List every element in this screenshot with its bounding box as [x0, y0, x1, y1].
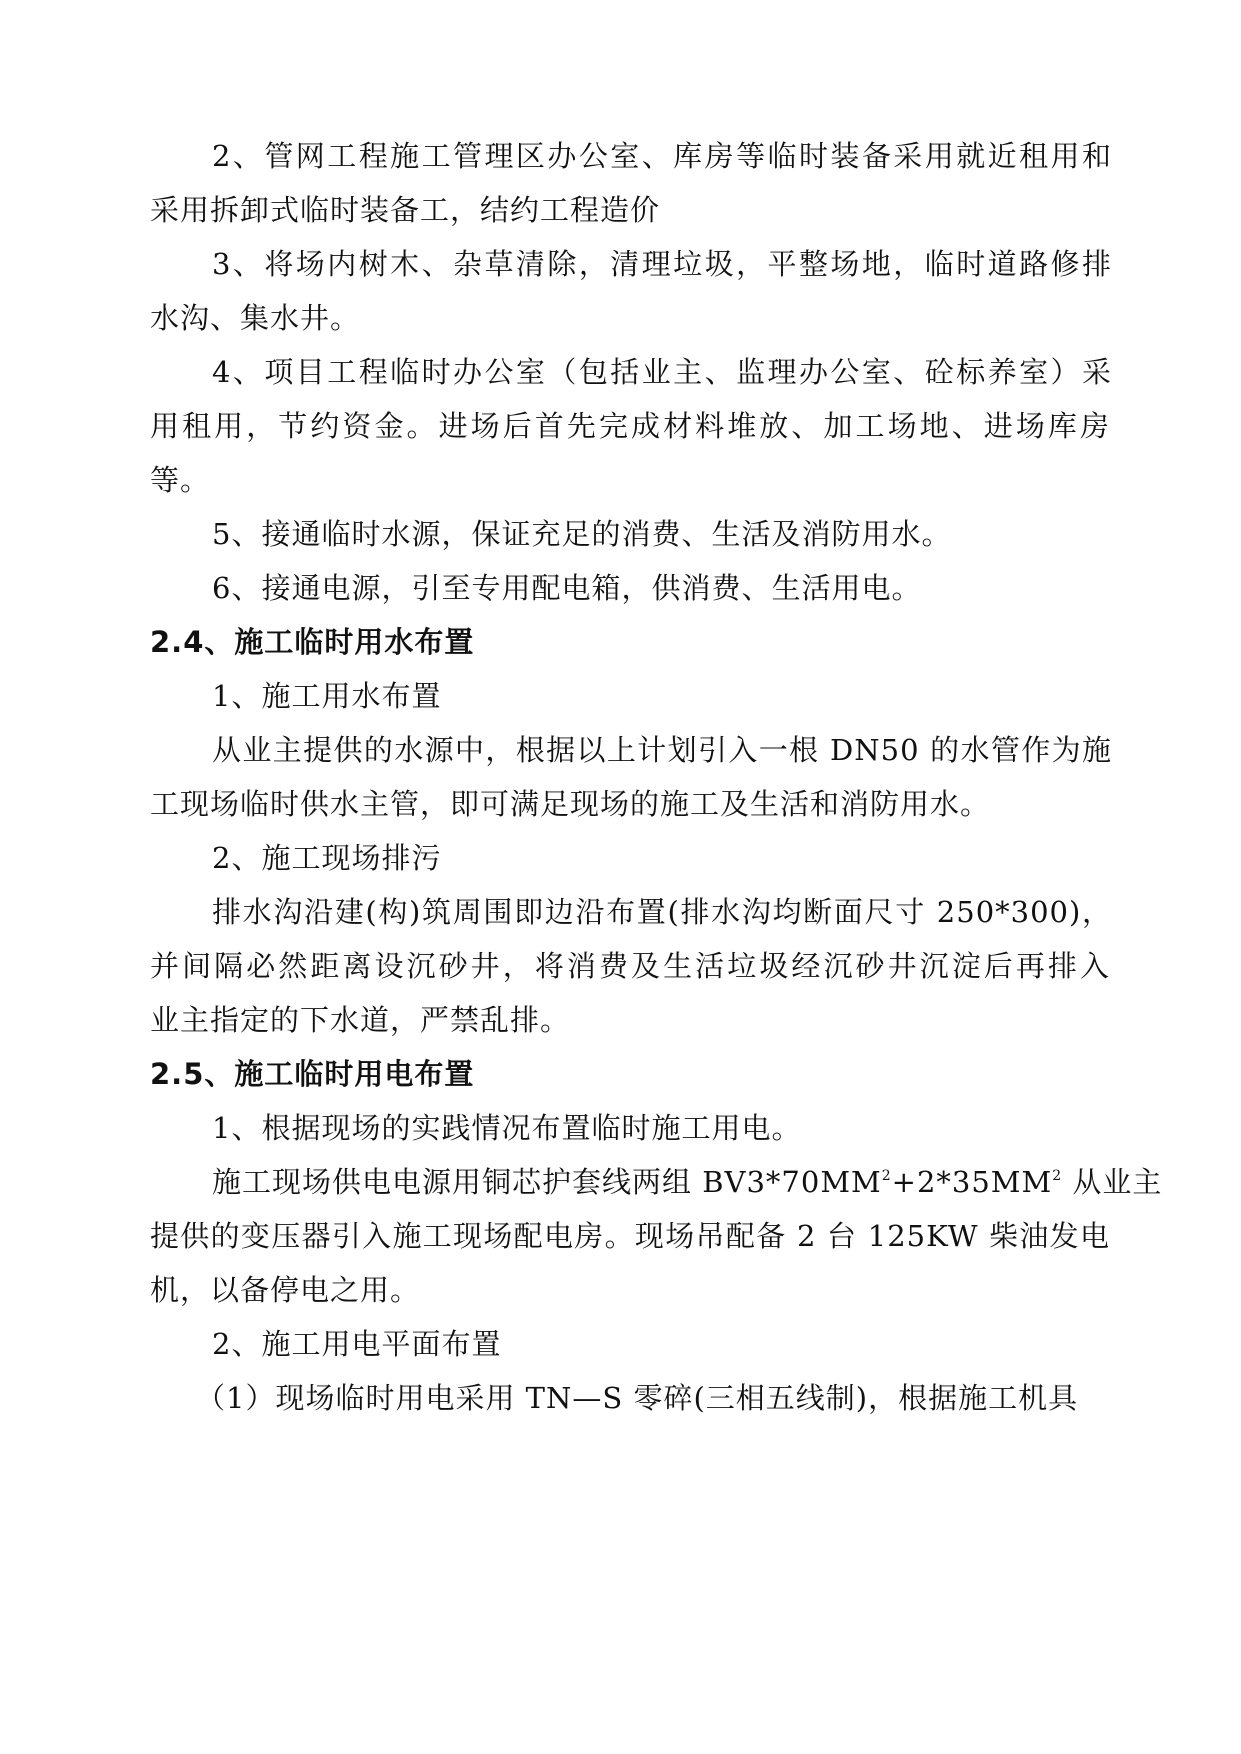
superscript: 2	[881, 1168, 892, 1184]
paragraph-line: 5、接通临时水源，保证充足的消费、生活及消防用水。	[212, 517, 952, 551]
paragraph-line-with-superscripts	[212, 1162, 1163, 1202]
paragraph-line: 1、施工用水布置	[212, 679, 442, 713]
superscript: 2	[1052, 1168, 1063, 1184]
paragraph-line: 工现场临时供水主管，即可满足现场的施工及生活和消防用水。	[150, 787, 991, 821]
text-run: +2*35MM	[891, 1165, 1053, 1199]
paragraph-line: 3、将场内树木、杂草清除，清理垃圾，平整场地，临时道路修排	[212, 247, 1112, 281]
paragraph-line: 排水沟沿建(构)筑周围即边沿布置(排水沟均断面尺寸 250*300)，	[212, 895, 1112, 929]
paragraph-line: 等。	[150, 463, 211, 497]
paragraph-line: 2、管网工程施工管理区办公室、库房等临时装备采用就近租用和	[212, 139, 1112, 173]
paragraph-line: 用租用，节约资金。进场后首先完成材料堆放、加工场地、进场库房	[150, 409, 1110, 443]
paragraph-line: 并间隔必然距离设沉砂井，将消费及生活垃圾经沉砂井沉淀后再排入	[150, 949, 1110, 983]
paragraph-line: 2、施工用电平面布置	[212, 1327, 502, 1361]
paragraph-line: 机，以备停电之用。	[150, 1273, 421, 1307]
paragraph-line: 1、根据现场的实践情况布置临时施工用电。	[212, 1111, 802, 1145]
paragraph-line: 采用拆卸式临时装备工，结约工程造价	[150, 193, 661, 227]
paragraph-line: 4、项目工程临时办公室（包括业主、监理办公室、砼标养室）采	[212, 355, 1112, 389]
text-run: 从业主	[1062, 1165, 1163, 1199]
paragraph-line: 业主指定的下水道，严禁乱排。	[150, 1003, 571, 1037]
paragraph-line: 2、施工现场排污	[212, 841, 442, 875]
paragraph-line: 水沟、集水井。	[150, 301, 361, 335]
paragraph-line: 6、接通电源，引至专用配电箱，供消费、生活用电。	[212, 571, 922, 605]
paragraph-line: （1）现场临时用电采用 TN—S 零碎(三相五线制)，根据施工机具	[196, 1381, 1079, 1415]
text-run: 施工现场供电电源用铜芯护套线两组 BV3*70MM	[212, 1165, 882, 1199]
paragraph-line: 提供的变压器引入施工现场配电房。现场吊配备 2 台 125KW 柴油发电	[150, 1219, 1110, 1253]
section-heading-2-5: 2.5、施工临时用电布置	[150, 1057, 475, 1091]
section-heading-2-4: 2.4、施工临时用水布置	[150, 625, 475, 659]
paragraph-line: 从业主提供的水源中，根据以上计划引入一根 DN50 的水管作为施	[212, 733, 1112, 767]
